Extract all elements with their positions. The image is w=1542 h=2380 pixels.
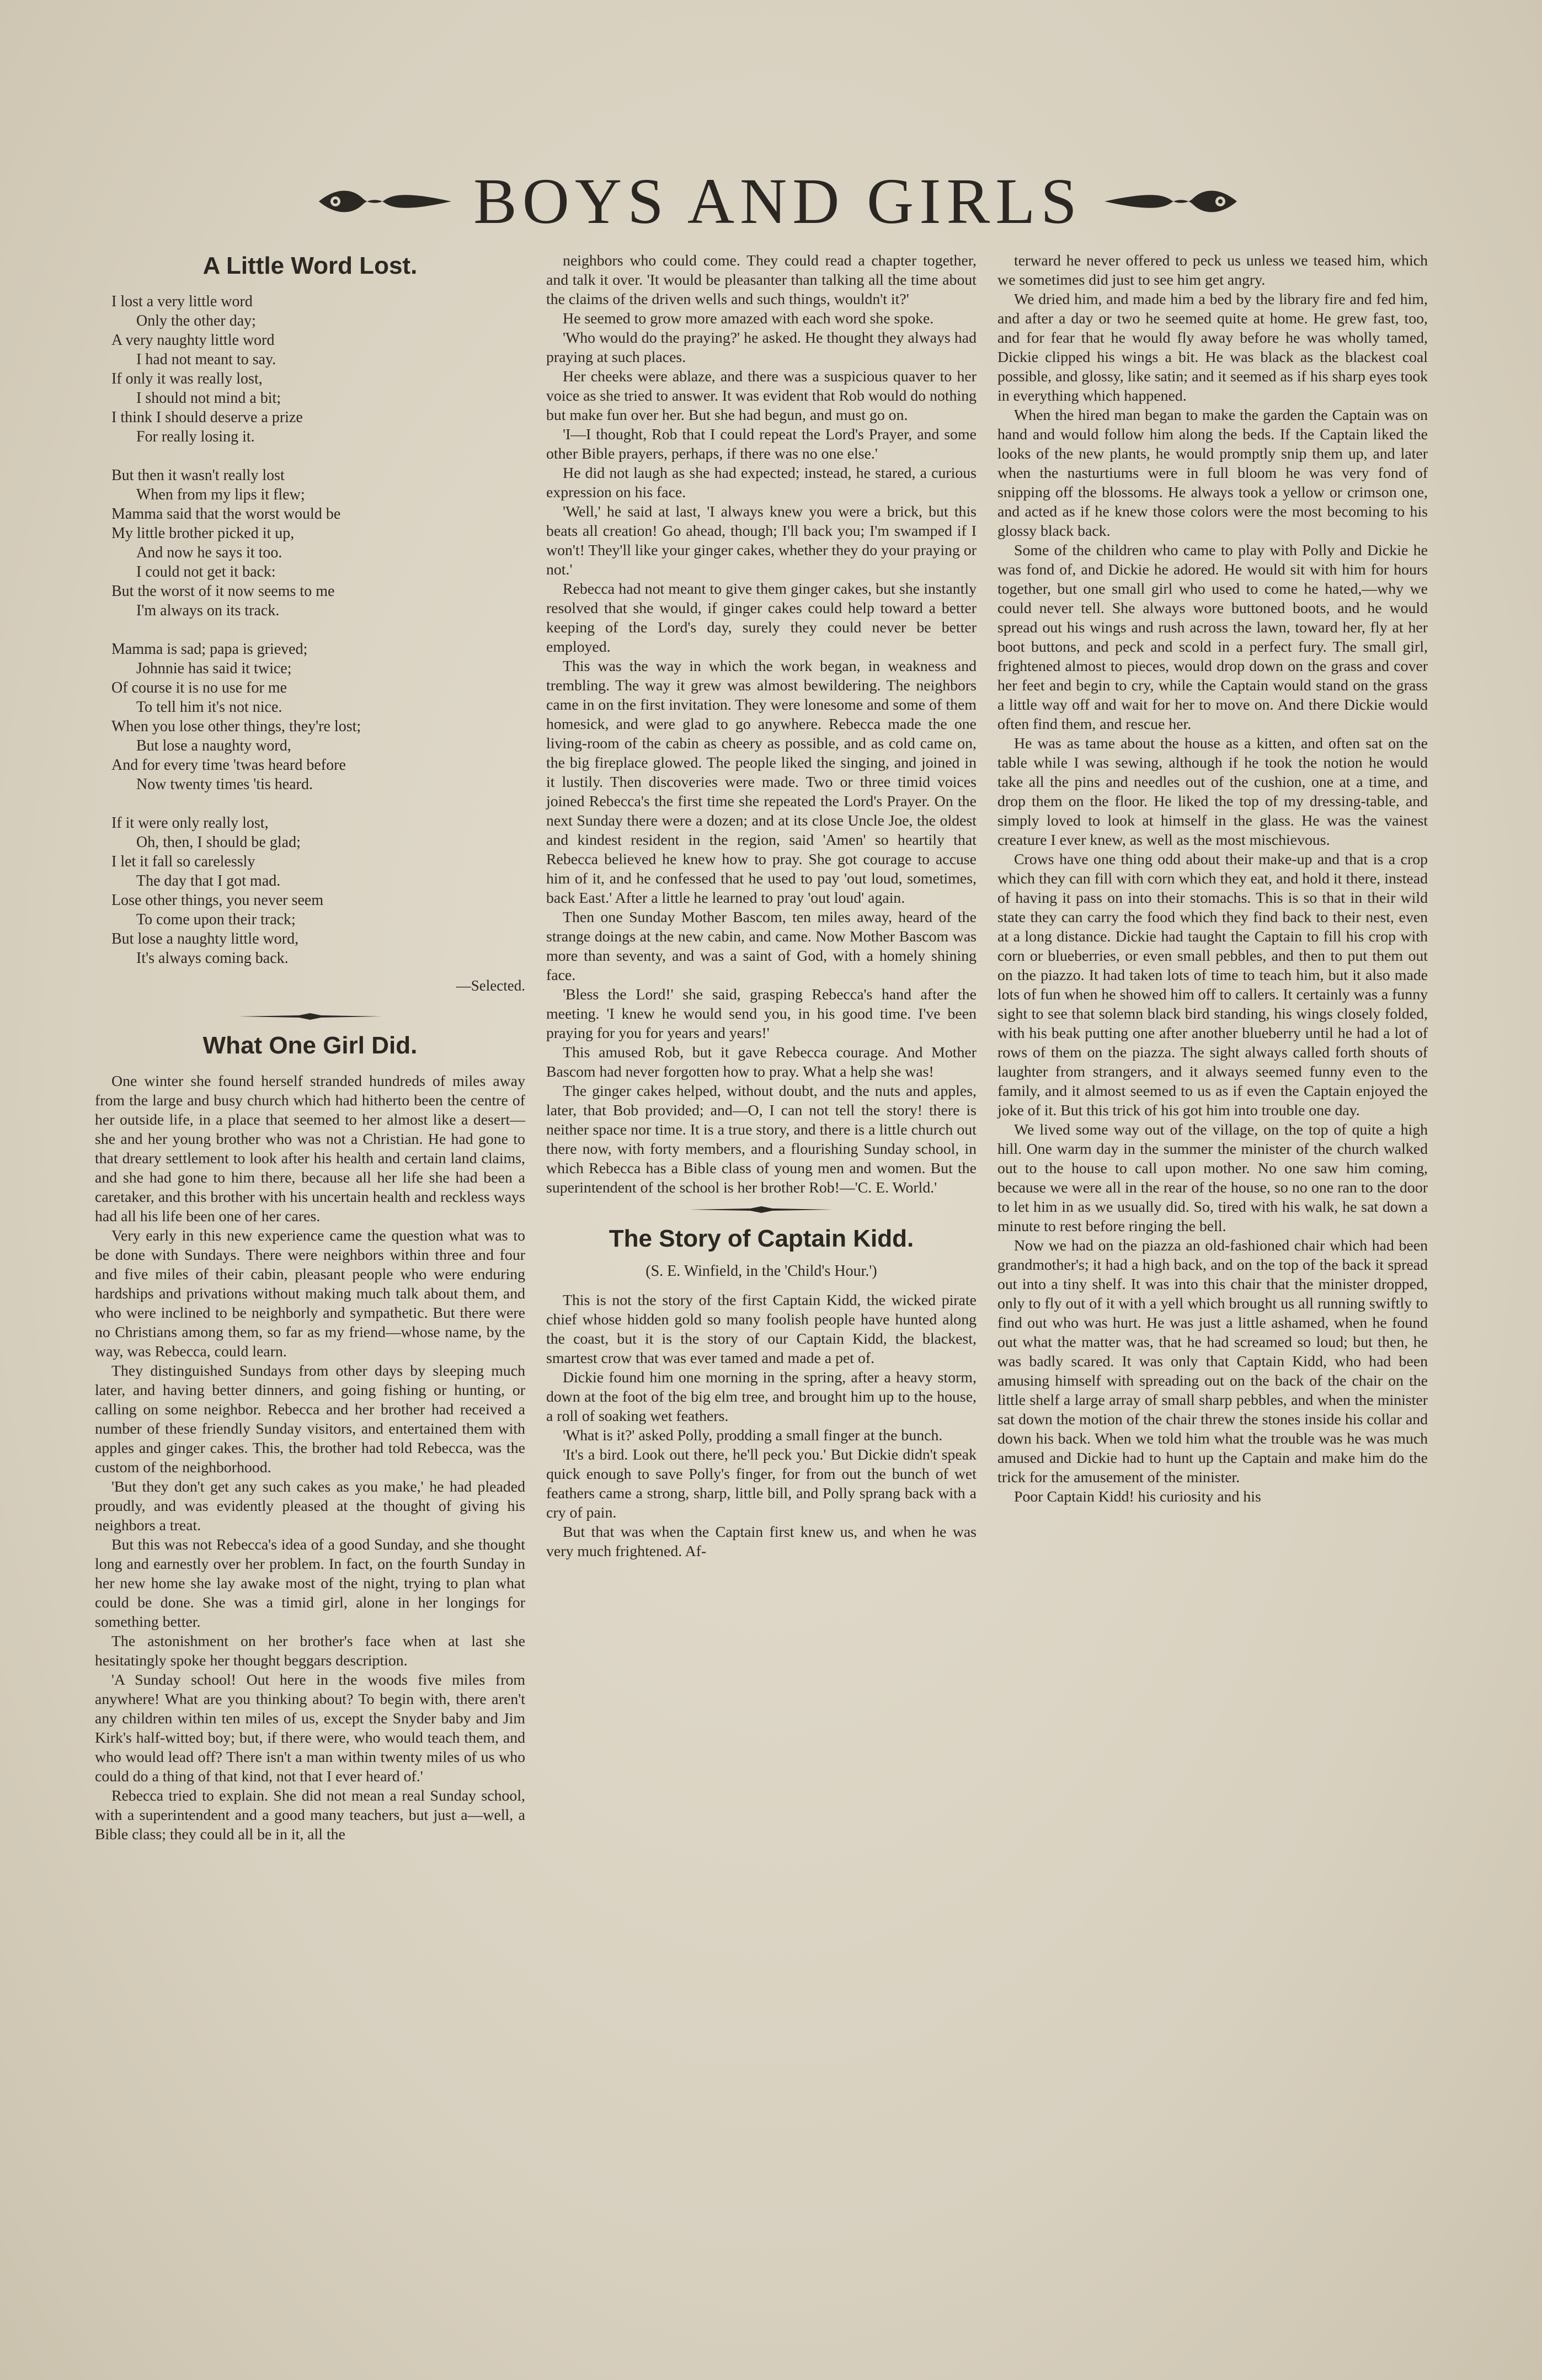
article-paragraph: One winter she found herself stranded hundreds of miles away from the large and busy church which had hitherto been the centre of her outside life, in a place that seemed to her almost like a desert—she and her young brother who was not a Christian. He had gone to that dreary settlement to look after his health and certain land claims, and she had gone to him there, because all her life she had been a caretaker, and this brother with his uncertain health and reckless ways had all his life been one of her cares.	[95, 1073, 525, 1225]
article-paragraph: But that was when the Captain first knew us, and when he was very much frightened. Af-	[546, 1524, 977, 1560]
article-paragraph: We dried him, and made him a bed by the library fire and fed him, and after a day or two he seemed quite at home. He grew fast, too, and for fear that he would fly away before he was wholly tamed, Dickie clipped his wings a bit. He was black as the blackest coal possible, and glossy, like satin; and it seemed as if his sharp eyes took in everything which happened.	[997, 291, 1428, 404]
article-paragraph: Poor Captain Kidd! his curiosity and his	[1014, 1488, 1261, 1505]
poem-line: I think I should deserve a prize	[111, 409, 303, 426]
article-paragraph: Rebecca tried to explain. She did not mean a real Sunday school, with a superintendent and a good many teachers, but just a—well, a Bible class; they could all be in it, all the	[95, 1787, 525, 1843]
poem-line: I had not meant to say.	[136, 351, 276, 368]
poem-line: Mamma is sad; papa is grieved;	[111, 641, 308, 658]
poem-stanza	[111, 813, 525, 968]
poem-line: I could not get it back:	[136, 563, 276, 581]
poem-line: But lose a naughty little word,	[111, 930, 299, 947]
article-paragraph: 'I—I thought, Rob that I could repeat the Lord's Prayer, and some other Bible prayers, perhaps, if there was no one else.'	[546, 426, 977, 462]
column-1	[95, 251, 525, 1844]
article-paragraph: But this was not Rebecca's idea of a good Sunday, and she thought long and earnestly over her problem. In fact, on the fourth Sunday in her new home she lay awake most of the night, trying to plan what could be done. She was a timid girl, alone in her longings for something better.	[95, 1536, 525, 1631]
article-title-captain-kidd: The Story of Captain Kidd.	[609, 1225, 914, 1252]
article-paragraph: 'But they don't get any such cakes as you make,' he had pleaded proudly, and was evidently pleased at the thought of giving his neighbors a treat.	[95, 1478, 525, 1534]
scroll-flourish-right-icon	[1099, 182, 1242, 221]
article-paragraph: neighbors who could come. They could read a chapter together, and talk it over. 'It would be pleasanter than talking all the time about the claims of the driven wells and such things, wouldn't it?'	[546, 252, 977, 308]
captain-kidd-body-col3	[997, 251, 1428, 1506]
poem-line: If it were only really lost,	[111, 814, 269, 832]
poem-line: But the worst of it now seems to me	[111, 583, 335, 600]
divider-rule-icon	[690, 1205, 833, 1214]
poem-line: To tell him it's not nice.	[136, 699, 282, 716]
poem-credit: —Selected.	[456, 977, 525, 994]
article-paragraph: We lived some way out of the village, on the top of quite a high hill. One warm day in the summer the minister of the church walked out to the house to call upon mother. No one saw him coming, because we were all in the rear of the house, so no one ran to the door to let him in as we usually did. So, tired with his walk, he sat down a minute to rest before ringing the bell.	[997, 1121, 1428, 1235]
poem-line: I should not mind a bit;	[136, 390, 281, 407]
poem-line: Lose other things, you never seem	[111, 892, 324, 909]
article-paragraph: Then one Sunday Mother Bascom, ten miles away, heard of the strange doings at the new cabin, and came. Now Mother Bascom was more than seventy, and was a saint of God, with a homely shining face.	[546, 909, 977, 984]
article-paragraph: 'Who would do the praying?' he asked. He thought they always had praying at such places.	[546, 329, 977, 366]
poem-line: For really losing it.	[136, 428, 255, 445]
article-paragraph: Now we had on the piazza an old-fashioned chair which had been grandmother's; it had a high back, and on the top of the back it spread out into a tiny shelf. It was into this chair that the minister dropped, only to fly out of it with a yell which brought us all running swiftly to find out who was hurt. He was just a little ashamed, when he found out what the matter was, that he had screamed so loud; but then, he was badly scared. It was only that Captain Kidd, who had been amusing himself with spreading out on the back of the chair on the little shelf a large array of small sharp pebbles, and when the minister sat down the motion of the chair threw the stones inside his collar and down his back. When we told him what the trouble was he was much amused and Dickie had to hunt up the Captain and make him do the trick for the amusement of the minister.	[997, 1237, 1428, 1486]
poem-stanza	[111, 466, 525, 620]
column-3	[997, 251, 1428, 1506]
scroll-flourish-left-icon	[313, 182, 457, 221]
article-paragraph: 'Bless the Lord!' she said, grasping Rebecca's hand after the meeting. 'I knew he would send you, in his good time. I've been praying for you for years and years!'	[546, 986, 977, 1042]
article-paragraph: 'A Sunday school! Out here in the woods five miles from anywhere! What are you thinking about? To begin with, there aren't any children within ten miles of us, except the Snyder baby and Jim Kirk's half-witted boy; but, if there were, who would teach them, and who would lead off? There isn't a man within twenty miles of us who could do a thing of that kind, not that I ever heard of.'	[95, 1671, 525, 1785]
poem-title: A Little Word Lost.	[202, 252, 418, 279]
article-paragraph: This was the way in which the work began, in weakness and trembling. The way it grew was almost bewildering. The neighbors came in on the first invitation. They were lonesome and some of them homesick, and were glad to go anywhere. Rebecca made the one living-room of the cabin as cheery as possible, and as cold came on, the big fireplace glowed. The people liked the singing, and joined in it lustily. Then discoveries were made. Two or three timid voices joined Rebecca's the first time she repeated the Lord's Prayer. On the next Sunday there were a dozen; and at its close Uncle Joe, the oldest and kindest resident in the region, said 'Amen' so heartily that Rebecca believed he knew how to pray. She got courage to accuse him of it, and he confessed that he used to pay 'out loud, sometimes, back East.' After a little he learned to pray 'out loud' again.	[546, 658, 977, 907]
article-paragraph: When the hired man began to make the garden the Captain was on hand and would follow him along the beds. If the Captain liked the looks of the new plants, he would promptly snip them up, and later when the nasturtiums were in full bloom he was very fond of snipping off the blossoms. He always took a yellow or crimson one, and acted as if he knew those colors were the most becoming to his glossy black back.	[997, 407, 1428, 540]
poem-line: Johnnie has said it twice;	[136, 660, 292, 677]
poem-line: To come upon their track;	[136, 911, 296, 928]
poem-line: I let it fall so carelessly	[111, 853, 255, 870]
article-paragraph: terward he never offered to peck us unless we teased him, which we sometimes did just to see him get angry.	[997, 252, 1428, 289]
poem-stanza	[111, 640, 525, 794]
poem-line: Of course it is no use for me	[111, 679, 287, 696]
poem-line: I lost a very little word	[111, 293, 253, 310]
article-paragraph: He did not laugh as she had expected; instead, he stared, a curious expression on his face.	[546, 465, 977, 501]
section-divider	[546, 1205, 977, 1214]
poem-line: It's always coming back.	[136, 950, 289, 967]
article-paragraph: He seemed to grow more amazed with each word she spoke.	[563, 310, 934, 327]
poem-line: But lose a naughty word,	[136, 737, 291, 754]
article-paragraph: They distinguished Sundays from other days by sleeping much later, and having better dinners, and going fishing or hunting, or calling on some neighbor. Rebecca and her brother had received a number of these friendly Sunday visitors, and entertained them with apples and ginger cakes. This, the brother had told Rebecca, was the custom of the neighborhood.	[95, 1362, 525, 1476]
article-paragraph: 'Well,' he said at last, 'I always knew you were a brick, but this beats all creation! Go ahead, though; I'll back you; I'm swamped if I won't! They'll like your ginger cakes, whether they do your praying or not.'	[546, 503, 977, 578]
article-body-col2	[546, 251, 977, 1197]
captain-kidd-body-col2	[546, 1291, 977, 1561]
article-paragraph: He was as tame about the house as a kitten, and often sat on the table while I was sewing, although if he took the notion he would take all the pins and needles out of the cushion, one at a time, and drop them on the floor. He liked the top of my dressing-table, and simply loved to look at himself in the glass. He was the vainest creature I ever knew, as well as the most mischievous.	[997, 735, 1428, 849]
poem-line: A very naughty little word	[111, 332, 275, 349]
masthead-title: BOYS AND GIRLS	[473, 165, 1082, 237]
poem-line: The day that I got mad.	[136, 872, 281, 890]
article-paragraph: Her cheeks were ablaze, and there was a suspicious quaver to her voice as she tried to answer. It was evident that Rob would do nothing but make fun over her. But she had begun, and must go on.	[546, 368, 977, 424]
masthead	[210, 160, 1346, 243]
poem-line: Only the other day;	[136, 312, 256, 329]
poem-line: My little brother picked it up,	[111, 525, 295, 542]
article-paragraph: This amused Rob, but it gave Rebecca courage. And Mother Bascom had never forgotten how to pray. What a help she was!	[546, 1044, 977, 1080]
column-2	[546, 251, 977, 1561]
article-paragraph: 'It's a bird. Look out there, he'll peck you.' But Dickie didn't speak quick enough to save Polly's finger, for from out the bunch of wet feathers came a strong, sharp, little bill, and Polly sprang back with a cry of pain.	[546, 1446, 977, 1521]
article-paragraph: Rebecca had not meant to give them ginger cakes, but she instantly resolved that she would, if ginger cakes could help toward a better keeping of the Lord's day, surely they could never be better employed.	[546, 581, 977, 656]
poem-line: Now twenty times 'tis heard.	[136, 776, 313, 793]
poem-line: I'm always on its track.	[136, 602, 280, 619]
poem-line: When you lose other things, they're lost;	[111, 718, 361, 735]
poem-line: Oh, then, I should be glad;	[136, 834, 301, 851]
article-paragraph: Crows have one thing odd about their make-up and that is a crop which they can fill with corn which they eat, and hold it there, instead of having it pass on into their stomachs. This is so that in their wild state they can carry the food which they find back to their nest, even at a long distance. Dickie had taught the Captain to fill his crop with corn or blueberries, or even small pebbles, and then to put them out on the piazzo. It had taken lots of time to teach him, but it also made lots of fun when he showed him off to callers. It certainly was a funny sight to see that solemn black bird standing, his wings closely folded, with his beak putting one after another blueberry until he had a lot of rows of them on the piazza. The sight always called forth shouts of laughter from strangers, and it always seemed funny even to the family, and it almost seemed to us as if even the Captain enjoyed the joke of it. But this trick of his got him into trouble one day.	[997, 851, 1428, 1119]
section-divider	[95, 1012, 525, 1021]
article-paragraph: Dickie found him one morning in the spring, after a heavy storm, down at the foot of the big elm tree, and brought him up to the house, a roll of soaking wet feathers.	[546, 1369, 977, 1425]
article-paragraph: Very early in this new experience came the question what was to be done with Sundays. There were neighbors within three and four and five miles of their cabin, pleasant people who were enduring hardships and privations without making much talk about them, and who were inclined to be neighborly and sympathetic. But there were no Christians among them, so far as my friend—whose name, by the way, was Rebecca, could learn.	[95, 1227, 525, 1360]
poem-line: When from my lips it flew;	[136, 486, 305, 503]
poem-line: And for every time 'twas heard before	[111, 757, 346, 774]
divider-rule-icon	[238, 1012, 382, 1021]
article-body-col1	[95, 1072, 525, 1844]
article-paragraph: 'What is it?' asked Polly, prodding a small finger at the bunch.	[563, 1427, 943, 1444]
article-paragraph: The astonishment on her brother's face when at last she hesitatingly spoke her thought beggars description.	[95, 1633, 525, 1669]
article-paragraph: Some of the children who came to play with Polly and Dickie he was fond of, and Dickie he adored. He would sit with him for hours together, but one small girl who used to come he hated,—why we could never tell. She always wore buttoned boots, and he would spread out his wings and rush across the lawn, toward her, fly at her boot buttons, and peck and scold in a perfect fury. The small girl, frightened almost to pieces, would drop down on the grass and cover her feet and begin to cry, while the Captain would stand on the grass a little way off and wait for her to move on. And there Dickie would often find them, and rescue her.	[997, 542, 1428, 733]
poem-body	[111, 292, 525, 968]
poem-stanza	[111, 292, 525, 446]
article-title-what-one-girl-did: What One Girl Did.	[202, 1032, 418, 1059]
poem-line: If only it was really lost,	[111, 370, 263, 387]
poem-line: But then it wasn't really lost	[111, 467, 285, 484]
article-byline: (S. E. Winfield, in the 'Child's Hour.')	[645, 1263, 877, 1280]
article-paragraph: The ginger cakes helped, without doubt, and the nuts and apples, later, that Bob provided; and—O, I can not tell the story! there is neither space nor time. It is a true story, and there is a little church out there now, with forty members, and a flourishing Sunday school, in which Rebecca has a Bible class of young men and women. But the superintendent of the school is her brother Rob!—'C. E. World.'	[546, 1083, 977, 1196]
poem-line: And now he says it too.	[136, 544, 282, 561]
poem-line: Mamma said that the worst would be	[111, 505, 341, 523]
article-paragraph: This is not the story of the first Captain Kidd, the wicked pirate chief whose hidden gold so many foolish people have hunted along the coast, but it is the story of our Captain Kidd, the blackest, smartest crow that was ever tamed and made a pet of.	[546, 1292, 977, 1367]
